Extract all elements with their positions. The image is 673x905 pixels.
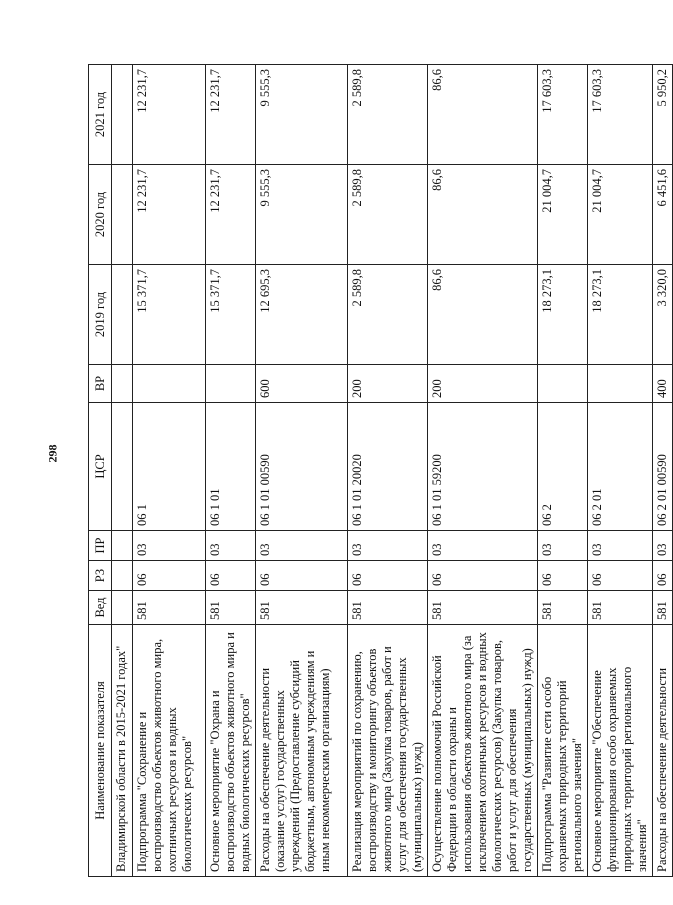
cell-2021: 12 231,7 (133, 65, 206, 165)
cell-vr: 400 (653, 365, 673, 403)
header-row (89, 65, 112, 877)
cell-rz: 06 (428, 561, 538, 591)
row-name: Подпрограмма "Сохранение и воспроизводство объектов животного мира, охотничьих ресурсов и водных биологических ресурсов" (133, 625, 206, 877)
cell-2020: 12 231,7 (206, 165, 256, 265)
table-row (348, 65, 428, 877)
cell-csr: 06 1 (133, 403, 206, 531)
table-row (256, 65, 348, 877)
cell-ved: 581 (653, 591, 673, 625)
cell-2021: 17 603,3 (538, 65, 588, 165)
table-row (538, 65, 588, 877)
cell-pr: 03 (538, 531, 588, 561)
cell-2021: 17 603,3 (588, 65, 653, 165)
cell-pr: 03 (133, 531, 206, 561)
cell-2021: 5 950,2 (653, 65, 673, 165)
cell-2019: 3 320,0 (653, 265, 673, 365)
header-rz: РЗ (89, 561, 112, 591)
cell-rz: 06 (538, 561, 588, 591)
cell-vr: 200 (348, 365, 428, 403)
cell-2020: 21 004,7 (588, 165, 653, 265)
cell-2021: 12 231,7 (206, 65, 256, 165)
header-2019: 2019 год (89, 265, 112, 365)
cell-vr (206, 365, 256, 403)
cell-2019: 18 273,1 (588, 265, 653, 365)
cell-2019: 86,6 (428, 265, 538, 365)
row-name: Расходы на обеспечение деятельности (оказание услуг) государственных учреждений (Предоставление субсидий бюджетным, автономным учреждениям и иным некоммерческим организациям) (256, 625, 348, 877)
cell-ved: 581 (348, 591, 428, 625)
cell-2020: 86,6 (428, 165, 538, 265)
cell-ved: 581 (588, 591, 653, 625)
cell-2020: 2 589,8 (348, 165, 428, 265)
cell-2019: 12 695,3 (256, 265, 348, 365)
cell-2019: 18 273,1 (538, 265, 588, 365)
cell-2020: 6 451,6 (653, 165, 673, 265)
row-name: Расходы на обеспечение деятельности (653, 625, 673, 877)
cell-2019: 15 371,7 (133, 265, 206, 365)
table-row (588, 65, 653, 877)
cell-vr: 200 (428, 365, 538, 403)
cell-vr (133, 365, 206, 403)
row-name: Основное мероприятие "Обеспечение функционирования особо охраняемых природных территорий регионального значения" (588, 625, 653, 877)
header-2020: 2020 год (89, 165, 112, 265)
cell-vr: 600 (256, 365, 348, 403)
header-csr: ЦСР (89, 403, 112, 531)
cell-2020: 21 004,7 (538, 165, 588, 265)
cell-pr: 03 (348, 531, 428, 561)
header-ved: Вед (89, 591, 112, 625)
table-row (133, 65, 206, 877)
cell-2021: 2 589,8 (348, 65, 428, 165)
rotated-table-container (88, 65, 669, 877)
cell-rz: 06 (348, 561, 428, 591)
cell-csr: 06 1 01 (206, 403, 256, 531)
cell-2019: 2 589,8 (348, 265, 428, 365)
cell-2020: 9 555,3 (256, 165, 348, 265)
table-row (112, 65, 133, 877)
cell-2021: 86,6 (428, 65, 538, 165)
budget-table (88, 64, 673, 877)
cell-rz: 06 (256, 561, 348, 591)
cell-pr: 03 (428, 531, 538, 561)
cell-ved: 581 (206, 591, 256, 625)
row-name: Владимирской области в 2015-2021 годах" (112, 625, 133, 877)
row-name: Основное мероприятие "Охрана и воспроизводство объектов животного мира и водных биологических ресурсов" (206, 625, 256, 877)
cell-pr: 03 (206, 531, 256, 561)
cell-vr (588, 365, 653, 403)
cell-ved: 581 (256, 591, 348, 625)
table-row (653, 65, 673, 877)
page-number: 298 (45, 444, 60, 463)
cell-csr: 06 2 01 (588, 403, 653, 531)
cell-csr: 06 1 01 59200 (428, 403, 538, 531)
header-pr: ПР (89, 531, 112, 561)
cell-csr: 06 2 01 00590 (653, 403, 673, 531)
cell-csr: 06 1 01 20020 (348, 403, 428, 531)
header-2021: 2021 год (89, 65, 112, 165)
cell-vr (538, 365, 588, 403)
cell-csr: 06 2 (538, 403, 588, 531)
cell-2020: 12 231,7 (133, 165, 206, 265)
cell-csr: 06 1 01 00590 (256, 403, 348, 531)
cell-pr: 03 (588, 531, 653, 561)
cell-2019: 15 371,7 (206, 265, 256, 365)
cell-rz: 06 (133, 561, 206, 591)
table-row (428, 65, 538, 877)
header-name: Наименование показателя (89, 625, 112, 877)
row-name: Осуществление полномочий Российской Федерации в области охраны и использования объектов животного мира (за исключением охотничьих ресурсов и водных биологических ресурсов) (Закупка товаров, работ и услуг для обеспечения государственных (муниципальных) нужд) (428, 625, 538, 877)
cell-2021: 9 555,3 (256, 65, 348, 165)
row-name: Подпрограмма "Развитие сети особо охраняемых природных территорий регионального значения" (538, 625, 588, 877)
cell-rz: 06 (653, 561, 673, 591)
cell-pr: 03 (256, 531, 348, 561)
cell-ved: 581 (428, 591, 538, 625)
cell-ved: 581 (538, 591, 588, 625)
cell-rz: 06 (206, 561, 256, 591)
cell-pr: 03 (653, 531, 673, 561)
cell-rz: 06 (588, 561, 653, 591)
header-vr: ВР (89, 365, 112, 403)
row-name: Реализация мероприятий по сохранению, воспроизводству и мониторингу объектов животного мира (Закупка товаров, работ и услуг для обеспечения государственных (муниципальных) нужд) (348, 625, 428, 877)
cell-ved: 581 (133, 591, 206, 625)
table-row (206, 65, 256, 877)
